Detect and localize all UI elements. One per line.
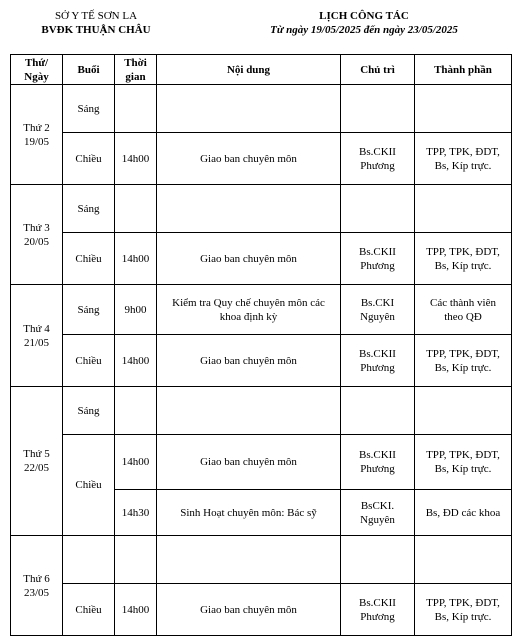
header-row	[11, 55, 512, 85]
content-cell	[157, 536, 341, 584]
content-cell	[157, 85, 341, 133]
members-cell	[415, 85, 512, 133]
col-day-header: Thứ/ Ngày	[11, 55, 63, 85]
schedule-table	[10, 54, 512, 636]
content-cell	[157, 185, 341, 233]
schedule-row	[11, 335, 512, 387]
schedule-row	[11, 85, 512, 133]
day-cell: Thứ 2 19/05	[11, 85, 63, 185]
chair-cell: Bs.CKII Phương	[341, 335, 415, 387]
content-cell	[157, 387, 341, 435]
schedule-row	[11, 435, 512, 490]
members-cell	[415, 387, 512, 435]
session-cell	[63, 536, 115, 584]
chair-cell	[341, 85, 415, 133]
col-chair-header: Chủ trì	[341, 55, 415, 85]
chair-cell: BsCKI. Nguyên	[341, 490, 415, 536]
schedule-row	[11, 233, 512, 285]
schedule-date-range: Từ ngày 19/05/2025 đến ngày 23/05/2025	[270, 24, 458, 36]
content-cell: Giao ban chuyên môn	[157, 435, 341, 490]
session-cell: Sáng	[63, 185, 115, 233]
time-cell: 9h00	[115, 285, 157, 335]
time-cell	[115, 536, 157, 584]
chair-cell: Bs.CKII Phương	[341, 584, 415, 636]
chair-cell: Bs.CKII Phương	[341, 133, 415, 185]
session-cell: Chiều	[63, 233, 115, 285]
time-cell	[115, 185, 157, 233]
schedule-title: LỊCH CÔNG TÁC	[319, 10, 409, 22]
schedule-header	[218, 9, 510, 37]
schedule-row	[11, 133, 512, 185]
members-cell	[415, 536, 512, 584]
col-content-header: Nội dung	[157, 55, 341, 85]
session-cell: Chiều	[63, 335, 115, 387]
members-cell: Các thành viên theo QĐ	[415, 285, 512, 335]
session-cell: Chiều	[63, 133, 115, 185]
members-cell: TPP, TPK, ĐDT, Bs, Kíp trực.	[415, 335, 512, 387]
time-cell	[115, 85, 157, 133]
organization-header	[8, 9, 184, 37]
day-cell: Thứ 4 21/05	[11, 285, 63, 387]
schedule-row	[11, 584, 512, 636]
members-cell: TPP, TPK, ĐDT, Bs, Kíp trực.	[415, 133, 512, 185]
time-cell: 14h30	[115, 490, 157, 536]
members-cell	[415, 185, 512, 233]
org-name-line2: BVĐK THUẬN CHÂU	[41, 24, 151, 36]
col-members-header: Thành phần	[415, 55, 512, 85]
time-cell: 14h00	[115, 335, 157, 387]
content-cell: Giao ban chuyên môn	[157, 335, 341, 387]
schedule-row	[11, 185, 512, 233]
session-cell: Sáng	[63, 85, 115, 133]
schedule-row	[11, 285, 512, 335]
members-cell: TPP, TPK, ĐDT, Bs, Kíp trực.	[415, 435, 512, 490]
content-cell: Giao ban chuyên môn	[157, 233, 341, 285]
chair-cell: Bs.CKII Phương	[341, 435, 415, 490]
schedule-row	[11, 387, 512, 435]
time-cell: 14h00	[115, 584, 157, 636]
schedule-body	[11, 85, 512, 636]
chair-cell	[341, 387, 415, 435]
org-name-line1: SỞ Y TẾ SƠN LA	[54, 10, 138, 22]
time-cell: 14h00	[115, 435, 157, 490]
col-time-header: Thời gian	[115, 55, 157, 85]
chair-cell	[341, 185, 415, 233]
session-cell: Chiều	[63, 435, 115, 536]
members-cell: TPP, TPK, ĐDT, Bs, Kíp trực.	[415, 584, 512, 636]
time-cell: 14h00	[115, 233, 157, 285]
chair-cell: Bs.CKII Phương	[341, 233, 415, 285]
content-cell: Sinh Hoạt chuyên môn: Bác sỹ	[157, 490, 341, 536]
content-cell: Giao ban chuyên môn	[157, 584, 341, 636]
chair-cell	[341, 536, 415, 584]
chair-cell: Bs.CKI Nguyên	[341, 285, 415, 335]
schedule-row	[11, 536, 512, 584]
col-session-header: Buổi	[63, 55, 115, 85]
time-cell	[115, 387, 157, 435]
members-cell: TPP, TPK, ĐDT, Bs, Kíp trực.	[415, 233, 512, 285]
session-cell: Chiều	[63, 584, 115, 636]
session-cell: Sáng	[63, 387, 115, 435]
day-cell: Thứ 5 22/05	[11, 387, 63, 536]
day-cell: Thứ 6 23/05	[11, 536, 63, 636]
session-cell: Sáng	[63, 285, 115, 335]
content-cell: Giao ban chuyên môn	[157, 133, 341, 185]
content-cell: Kiểm tra Quy chế chuyên môn các khoa định kỳ	[157, 285, 341, 335]
time-cell: 14h00	[115, 133, 157, 185]
day-cell: Thứ 3 20/05	[11, 185, 63, 285]
members-cell: Bs, ĐD các khoa	[415, 490, 512, 536]
